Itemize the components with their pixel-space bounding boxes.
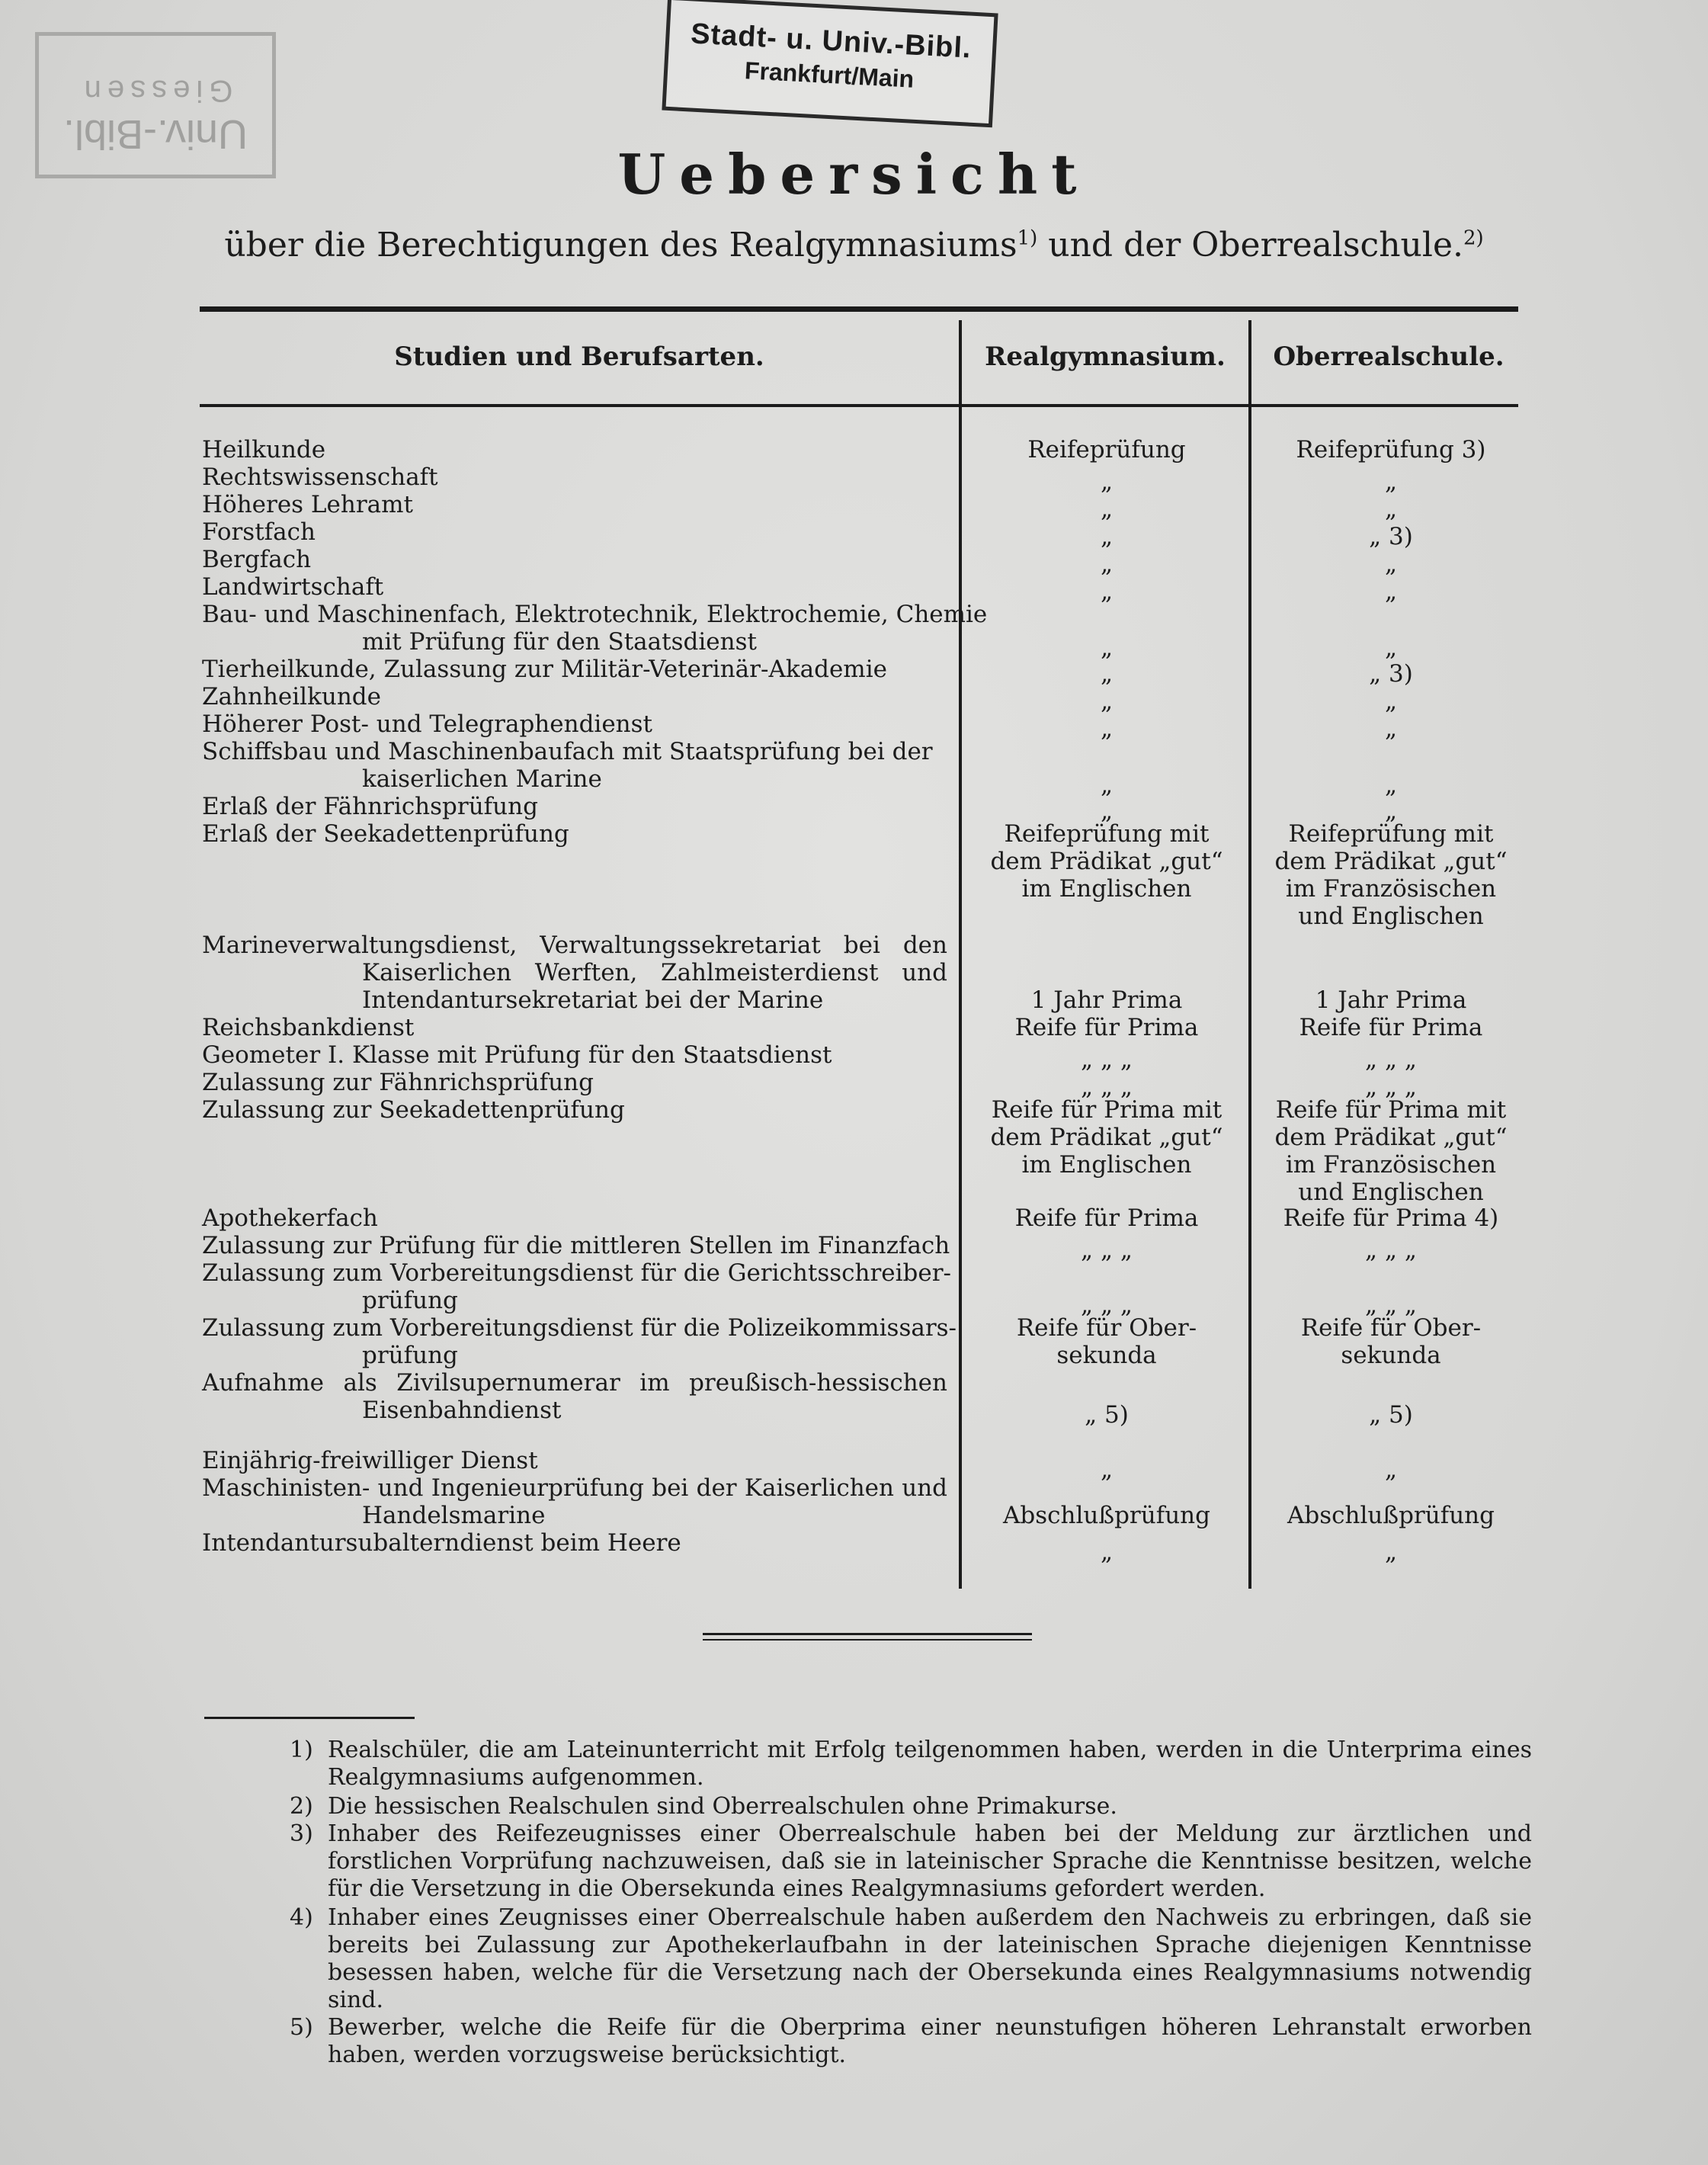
cell-realgymnasium: Reife für Prima — [1014, 1014, 1199, 1041]
cell-oberrealschule: und Englischen — [1298, 903, 1484, 930]
cell-realgymnasium: „ „ „ — [1081, 1291, 1133, 1319]
header-studies: Studien und Berufsarten. — [394, 342, 764, 372]
cell-oberrealschule: „ — [1384, 715, 1398, 743]
cell-realgymnasium: sekunda — [1056, 1342, 1157, 1369]
row-label: Erlaß der Fähnrichsprüfung — [202, 793, 538, 820]
cell-realgymnasium: „ — [1100, 715, 1114, 743]
header-realgymnasium: Realgymnasium. — [985, 342, 1226, 372]
row-label: Höheres Lehramt — [202, 491, 413, 518]
cell-oberrealschule: dem Prädikat „gut“ — [1274, 1124, 1508, 1151]
cell-oberrealschule: „ — [1384, 1538, 1398, 1566]
library-stamp-giessen: Univ.-Bibl. Giessen — [35, 32, 276, 178]
table-header-rule — [200, 404, 1518, 407]
cell-oberrealschule: „ — [1384, 468, 1398, 496]
cell-realgymnasium: „ — [1100, 468, 1114, 496]
cell-realgymnasium: „ — [1100, 578, 1114, 605]
row-label: Forstfach — [202, 518, 316, 546]
center-separator-rule — [703, 1639, 1032, 1641]
cell-realgymnasium: „ — [1100, 797, 1114, 825]
cell-realgymnasium: „ 5) — [1085, 1401, 1129, 1429]
cell-realgymnasium: „ — [1100, 660, 1114, 688]
cell-realgymnasium: „ — [1100, 1456, 1114, 1483]
row-label-cont: Kaiserlichen Werften, Zahlmeisterdienst und — [362, 959, 947, 986]
cell-oberrealschule: im Französischen — [1285, 875, 1497, 903]
cell-realgymnasium: „ — [1100, 550, 1114, 578]
cell-oberrealschule: Abschlußprüfung — [1287, 1502, 1495, 1529]
cell-realgymnasium: dem Prädikat „gut“ — [990, 848, 1223, 875]
row-label: Schiffsbau und Maschinenbaufach mit Staatsprüfung bei der — [202, 738, 933, 765]
footnote: 3) Inhaber des Reifezeugnisses einer Oberrealschule haben bei der Meldung zur ärztlichen und forstlichen Vorprüfung nachzuweisen, daß sie in lateinischer Sprache die Kenntnisse besitzen, welche für die Versetzung in die Obersekunda eines Realgymnasiums gefordert werden. — [290, 1820, 1532, 1902]
row-label: Marineverwaltungsdienst, Verwaltungssekretariat bei den — [202, 932, 947, 959]
row-label-cont: prüfung — [362, 1287, 458, 1314]
cell-realgymnasium: „ — [1100, 1538, 1114, 1566]
row-label: Bau- und Maschinenfach, Elektrotechnik, Elektrochemie, Chemie — [202, 601, 988, 628]
row-label: Zulassung zur Prüfung für die mittleren Stellen im Finanzfach — [202, 1232, 950, 1259]
cell-realgymnasium: im Englischen — [1021, 1151, 1192, 1179]
footnote: 1) Realschüler, die am Lateinunterricht mit Erfolg teilgenommen haben, werden in die Unterprima eines Realgymnasiums aufgenommen. — [290, 1737, 1532, 1791]
cell-oberrealschule: „ 3) — [1369, 660, 1413, 688]
cell-oberrealschule: „ — [1384, 1456, 1398, 1483]
page-subtitle: über die Berechtigungen des Realgymnasiums$^{1)}$ und der Oberrealschule.$^{2)}$ — [224, 226, 1484, 265]
cell-realgymnasium: Reife für Prima — [1014, 1204, 1199, 1232]
cell-oberrealschule: „ — [1384, 578, 1398, 605]
row-label: Aufnahme als Zivilsupernumerar im preußisch-hessischen — [202, 1369, 947, 1397]
cell-oberrealschule: „ — [1384, 797, 1398, 825]
row-label-cont: prüfung — [362, 1342, 458, 1369]
row-label-cont: Eisenbahndienst — [362, 1397, 562, 1424]
row-label: Zahnheilkunde — [202, 683, 381, 710]
row-label: Intendantursubalterndienst beim Heere — [202, 1529, 681, 1557]
row-label-cont: Intendantursekretariat bei der Marine — [362, 986, 824, 1014]
cell-realgymnasium: „ — [1100, 688, 1114, 715]
cell-oberrealschule: Reife für Prima — [1299, 1014, 1483, 1041]
cell-oberrealschule: „ „ „ — [1365, 1236, 1417, 1264]
cell-realgymnasium: „ — [1100, 496, 1114, 523]
row-label: Zulassung zur Seekadettenprüfung — [202, 1096, 625, 1124]
cell-realgymnasium: „ „ „ — [1081, 1073, 1133, 1101]
row-label-cont: kaiserlichen Marine — [362, 765, 602, 793]
cell-realgymnasium: „ „ „ — [1081, 1046, 1133, 1073]
cell-oberrealschule: und Englischen — [1298, 1179, 1484, 1206]
row-label: Erlaß der Seekadettenprüfung — [202, 820, 569, 848]
cell-oberrealschule: dem Prädikat „gut“ — [1274, 848, 1508, 875]
table-top-rule — [200, 306, 1518, 312]
cell-oberrealschule: „ — [1384, 550, 1398, 578]
cell-oberrealschule: 1 Jahr Prima — [1315, 986, 1467, 1014]
cell-realgymnasium: im Englischen — [1021, 875, 1192, 903]
cell-realgymnasium: „ — [1100, 634, 1114, 662]
cell-oberrealschule: Reife für Ober- — [1300, 1314, 1482, 1342]
footnote-rule — [204, 1717, 415, 1719]
cell-realgymnasium: Abschlußprüfung — [1003, 1502, 1210, 1529]
footnote: 2) Die hessischen Realschulen sind Oberrealschulen ohne Primakurse. — [290, 1793, 1117, 1820]
cell-realgymnasium: Reifeprüfung mit — [1004, 820, 1210, 848]
page-title: Uebersicht — [617, 142, 1091, 207]
cell-oberrealschule: „ — [1384, 634, 1398, 662]
footnote: 4) Inhaber eines Zeugnisses einer Oberrealschule haben außerdem den Nachweis zu erbringen, daß sie bereits bei Zulassung zur Apothekerlaufbahn in der lateinischen Sprache diejenigen Kenntnisse besessen haben, welche für die Versetzung nach der Obersekunda eines Realgymnasiums notwendig sind. — [290, 1904, 1532, 2013]
cell-realgymnasium: Reifeprüfung — [1027, 436, 1186, 463]
row-label-cont: mit Prüfung für den Staatsdienst — [362, 628, 757, 656]
cell-oberrealschule: im Französischen — [1285, 1151, 1497, 1179]
cell-realgymnasium: Reife für Ober- — [1016, 1314, 1197, 1342]
row-label: Rechtswissenschaft — [202, 463, 438, 491]
cell-realgymnasium: dem Prädikat „gut“ — [990, 1124, 1223, 1151]
row-label: Einjährig-freiwilliger Dienst — [202, 1447, 538, 1474]
cell-oberrealschule: „ — [1384, 771, 1398, 799]
cell-realgymnasium: 1 Jahr Prima — [1030, 986, 1183, 1014]
cell-realgymnasium: „ — [1100, 523, 1114, 550]
row-label-cont: Handelsmarine — [362, 1502, 546, 1529]
cell-oberrealschule: Reife für Prima mit — [1275, 1096, 1507, 1124]
cell-oberrealschule: „ „ „ — [1365, 1046, 1417, 1073]
row-label: Reichsbankdienst — [202, 1014, 415, 1041]
cell-realgymnasium: „ — [1100, 771, 1114, 799]
cell-realgymnasium: „ „ „ — [1081, 1236, 1133, 1264]
center-separator-rule — [703, 1633, 1032, 1635]
row-label: Geometer I. Klasse mit Prüfung für den Staatsdienst — [202, 1041, 832, 1069]
cell-oberrealschule: „ 5) — [1369, 1401, 1413, 1429]
cell-oberrealschule: Reifeprüfung mit — [1288, 820, 1494, 848]
row-label: Landwirtschaft — [202, 573, 384, 601]
row-label: Höherer Post- und Telegraphendienst — [202, 710, 653, 738]
cell-oberrealschule: „ „ „ — [1365, 1073, 1417, 1101]
cell-realgymnasium: Reife für Prima mit — [991, 1096, 1223, 1124]
cell-oberrealschule: Reifeprüfung 3) — [1296, 436, 1486, 463]
cell-oberrealschule: sekunda — [1341, 1342, 1441, 1369]
cell-oberrealschule: „ „ „ — [1365, 1291, 1417, 1319]
row-label: Tierheilkunde, Zulassung zur Militär-Veterinär-Akademie — [202, 656, 887, 683]
row-label: Apothekerfach — [202, 1204, 378, 1232]
cell-oberrealschule: „ 3) — [1369, 523, 1413, 550]
row-label: Bergfach — [202, 546, 312, 573]
header-oberrealschule: Oberrealschule. — [1273, 342, 1505, 372]
row-label: Zulassung zur Fähnrichsprüfung — [202, 1069, 594, 1096]
cell-oberrealschule: Reife für Prima 4) — [1283, 1204, 1499, 1232]
cell-oberrealschule: „ — [1384, 496, 1398, 523]
library-stamp-frankfurt: Stadt- u. Univ.-Bibl. Frankfurt/Main — [662, 0, 998, 127]
cell-oberrealschule: „ — [1384, 688, 1398, 715]
row-label: Heilkunde — [202, 436, 326, 463]
row-label: Maschinisten- und Ingenieurprüfung bei der Kaiserlichen und — [202, 1474, 947, 1502]
row-label: Zulassung zum Vorbereitungsdienst für die Polizeikommissars- — [202, 1314, 957, 1342]
footnote: 5) Bewerber, welche die Reife für die Oberprima einer neunstufigen höheren Lehranstalt erworben haben, werden vorzugsweise berücksichtigt. — [290, 2014, 1532, 2068]
row-label: Zulassung zum Vorbereitungsdienst für die Gerichtsschreiber- — [202, 1259, 952, 1287]
